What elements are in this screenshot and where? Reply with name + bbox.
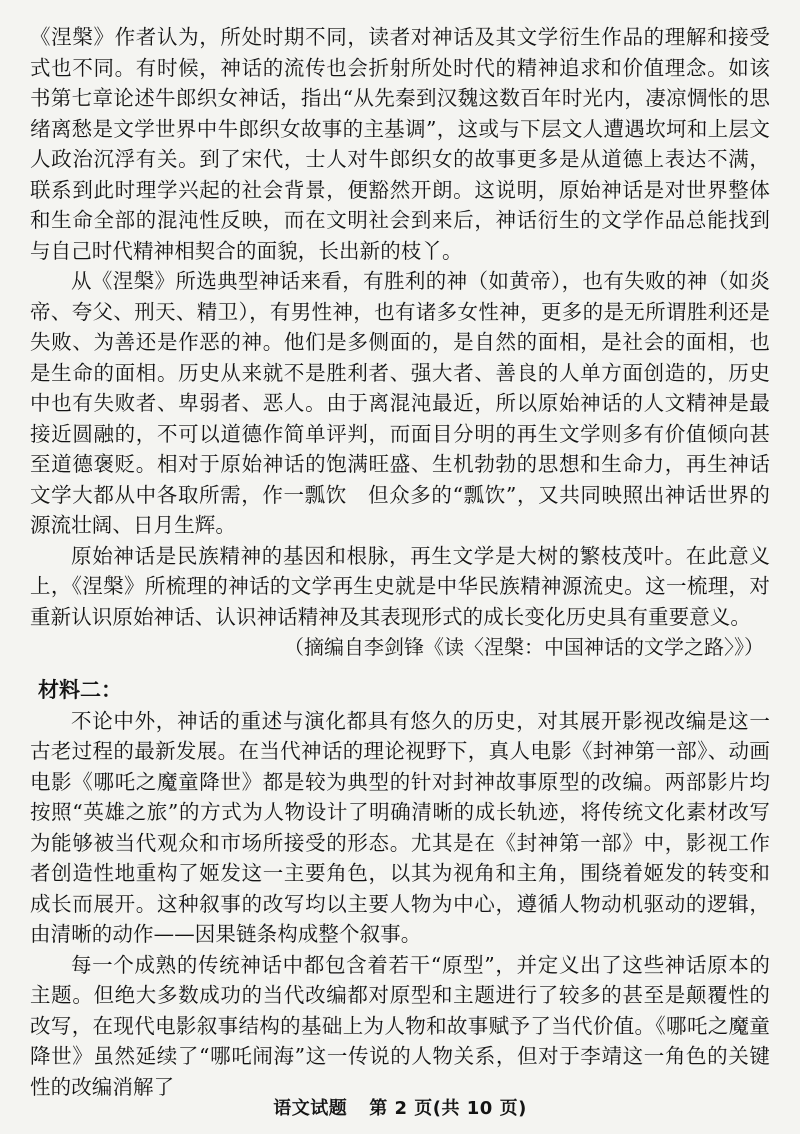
paragraph-1: 《涅槃》作者认为，所处时期不同，读者对神话及其文学衍生作品的理解和接受式也不同。有时候，神话的流传也会折射所处时代的精神追求和价值理念。如该书第七章论述牛郎织女神话，指出“从先秦到汉魏这数百年时光内，凄凉惆怅的思绪离愁是文学世界中牛郎织女故事的主基调”，这或与下层文人遭遇坎坷和上层文人政治沉浮有关。到了宋代，士人对牛郎织女的故事更多是从道德上表达不满，联系到此时理学兴起的社会背景，便豁然开朗。这说明，原始神话是对世界整体和生命全部的混沌性反映，而在文明社会到来后，神话衍生的文学作品总能找到与自己时代精神相契合的面貌，长出新的枝丫。 — [30, 25, 770, 263]
source-citation: （摘编自李剑锋《读〈涅槃：中国神话的文学之路〉》） — [284, 635, 764, 659]
paragraph-2: 从《涅槃》所选典型神话来看，有胜利的神（如黄帝），也有失败的神（如炎帝、夸父、刑天、精卫），有男性神，也有诸多女性神，更多的是无所谓胜利还是失败、为善还是作恶的神。他们是多侧面的，是自然的面相，是社会的面相，也是生命的面相。历史从来就不是胜利者、强大者、善良的人单方面创造的，历史中也有失败者、卑弱者、恶人。由于离混沌最近，所以原始神话的人文精神是最接近圆融的，不可以道德作简单评判，而面目分明的再生文学则多有价值倾向甚至道德褒贬。相对于原始神话的饱满旺盛、生机勃勃的思想和生命力，再生神话文学大都从中各取所需，作一瓢饮 但众多的“瓢饮”，又共同映照出神话世界的源流壮阔、日月生辉。 — [30, 269, 770, 537]
paragraph-5: 每一个成熟的传统神话中都包含着若干“原型”，并定义出了这些神话原本的主题。但绝大多数成功的当代改编都对原型和主题进行了较多的甚至是颠覆性的改写，在现代电影叙事结构的基础上为人物和故事赋予了当代价值。《哪吒之魔童降世》虽然延续了“哪吒闹海”这一传说的人物关系，但对于李靖这一角色的关键性的改编消解了 — [30, 952, 770, 1099]
paragraph-4: 不论中外，神话的重述与演化都具有悠久的历史，对其展开影视改编是这一古老过程的最新发展。在当代神话的理论视野下，真人电影《封神第一部》、动画电影《哪吒之魔童降世》都是较为典型的针对封神故事原型的改编。两部影片均按照“英雄之旅”的方式为人物设计了明确清晰的成长轨迹，将传统文化素材改写为能够被当代观众和市场所接受的形态。尤其是在《封神第一部》中，影视工作者创造性地重构了姬发这一主要角色，以其为视角和主角，围绕着姬发的转变和成长而展开。这种叙事的改写均以主要人物为中心，遵循人物动机驱动的逻辑，由清晰的动作——因果链条构成整个叙事。 — [30, 708, 770, 946]
footer-subject: 语文试题 — [273, 1098, 348, 1119]
footer-page-number: 第 2 页(共 10 页) — [369, 1098, 527, 1119]
page-footer — [0, 1094, 800, 1120]
material-two-heading: 材料二： — [38, 677, 122, 702]
paragraph-3: 原始神话是民族精神的基因和根脉，再生文学是大树的繁枝茂叶。在此意义上，《涅槃》所梳理的神话的文学再生史就是中华民族精神源流史。这一梳理，对重新认识原始神话、认识神话精神及其表现形式的成长变化历史具有重要意义。 — [30, 543, 770, 629]
